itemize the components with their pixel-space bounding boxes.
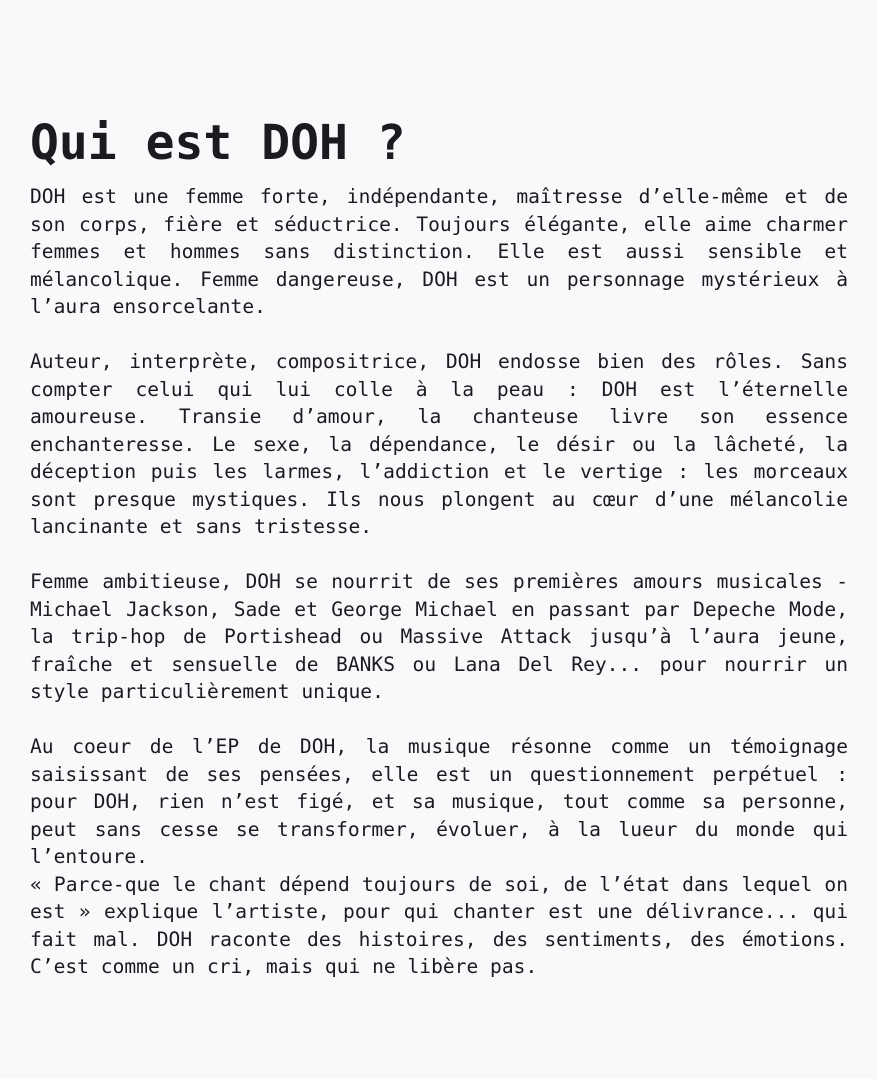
paragraph-intro: DOH est une femme forte, indépendante, maîtresse d’elle-même et de son corps, fière et séductrice. Toujours élégante, elle aime charmer femmes et hommes sans distinction. Elle est aussi sensible et mélancolique. Femme dangereuse, DOH est un personnage mystérieux à l’aura ensorcelante. bbox=[30, 185, 848, 318]
page-title: Qui est DOH ? bbox=[30, 115, 406, 171]
paragraph-influences: Femme ambitieuse, DOH se nourrit de ses premières amours musicales - Michael Jackson, Sade et George Michael en passant par Depeche Mode, la trip-hop de Portishead ou Massive Attack jusqu’à l’aura jeune, fraîche et sensuelle de BANKS ou Lana Del Rey... pour nourrir un style particulièrement unique. bbox=[30, 570, 848, 703]
paragraph-roles: Auteur, interprète, compositrice, DOH endosse bien des rôles. Sans compter celui qui lui colle à la peau : DOH est l’éternelle amoureuse. Transie d’amour, la chanteuse livre son essence enchanteresse. Le sexe, la dépendance, le désir ou la lâcheté, la déception puis les larmes, l’addiction et le vertige : les morceaux sont presque mystiques. Ils nous plongent au cœur d’une mélancolie lancinante et sans tristesse. bbox=[30, 350, 848, 538]
article bbox=[30, 112, 848, 981]
paragraph-ep: Au coeur de l’EP de DOH, la musique résonne comme un témoignage saisissant de ses pensées, elle est un questionnement perpétuel : pour DOH, rien n’est figé, et sa musique, tout comme sa personne, peut sans cesse se transformer, évoluer, à la lueur du monde qui l’entoure. bbox=[30, 735, 848, 868]
paragraph-quote: « Parce-que le chant dépend toujours de soi, de l’état dans lequel on est » explique l’artiste, pour qui chanter est une délivrance... qui fait mal. DOH raconte des histoires, des sentiments, des émotions. C’est comme un cri, mais qui ne libère pas. bbox=[30, 872, 848, 978]
